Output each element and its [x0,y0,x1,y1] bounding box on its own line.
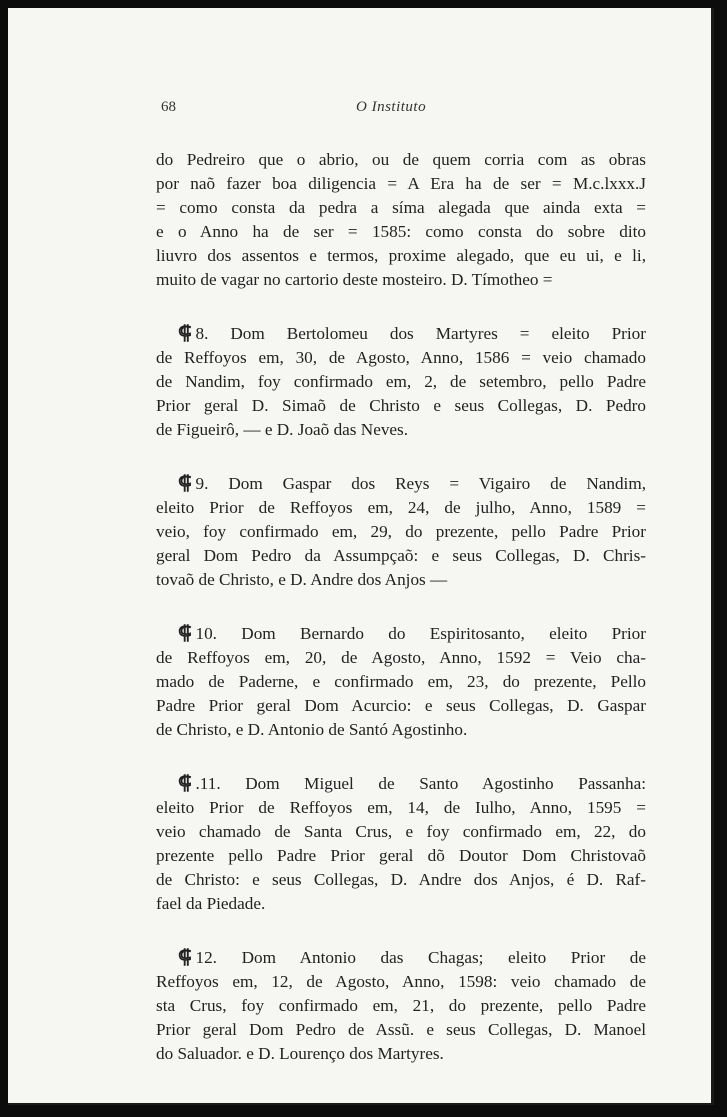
text-line: Padre Prior geral Dom Acurcio: e seus Collegas, D. Gaspar [156,696,646,715]
text-line: eleito Prior de Reffoyos em, 24, de julho, Anno, 1589 = [156,498,646,517]
page-header [156,99,638,123]
text-line: mado de Paderne, e confirmado em, 23, do prezente, Pello [156,672,646,691]
text-line: eleito Prior de Reffoyos em, 14, de Iulho, Anno, 1595 = [156,798,646,817]
text-line: = como consta da pedra a síma alegada que ainda exta = [156,198,646,217]
text-line-content: 9. Dom Gaspar dos Reys = Vigairo de Nandim, [195,474,646,493]
text-line: liuvro dos assentos e termos, proxime alegado, que eu ui, e li, [156,246,646,265]
text-line [156,622,646,646]
entry-paragraph [156,946,646,1066]
text-line [156,322,646,346]
text-line: Reffoyos em, 12, de Agosto, Anno, 1598: veio chamado de [156,972,646,991]
paragraph-mark-icon: ⸿ [178,473,192,494]
text-line: de Nandim, foy confirmado em, 2, de setembro, pello Padre [156,372,646,391]
text-line: sta Crus, foy confirmado em, 21, do prezente, pello Padre [156,996,646,1015]
entry-paragraph [156,622,646,742]
paragraph-mark-icon: ⸿ [178,947,192,968]
text-line: e o Anno ha de ser = 1585: como consta do sobre dito [156,222,646,241]
text-line [156,946,646,970]
text-line: prezente pello Padre Prior geral dõ Doutor Dom Christovaõ [156,846,646,865]
text-line: de Christo: e seus Collegas, D. Andre dos Anjos, é D. Raf- [156,870,646,889]
text-line [156,772,646,796]
text-line [156,472,646,496]
text-line: fael da Piedade. [156,894,266,913]
text-line: do Saluador. e D. Lourenço dos Martyres. [156,1044,444,1063]
text-line-content: 12. Dom Antonio das Chagas; eleito Prior de [195,948,646,967]
text-line-content: 10. Dom Bernardo do Espiritosanto, eleito Prior [195,624,646,643]
paragraph-mark-icon: ⸿ [178,623,192,644]
page-number: 68 [161,99,176,115]
text-line: veio, foy confirmado em, 29, do prezente, pello Padre Prior [156,522,646,541]
text-line: veio chamado de Santa Crus, e foy confirmado em, 22, do [156,822,646,841]
paragraph-mark-icon: ⸿ [178,773,192,794]
entry-paragraph [156,772,646,916]
text-line: de Reffoyos em, 20, de Agosto, Anno, 1592 = Veio cha- [156,648,646,667]
text-line: por naõ fazer boa diligencia = A Era ha de ser = M.c.lxxx.J [156,174,646,193]
text-line-content: .11. Dom Miguel de Santo Agostinho Passanha: [195,774,646,793]
running-title: O Instituto [356,99,427,115]
text-line: muito de vagar no cartorio deste mosteiro. D. Tímotheo = [156,270,553,289]
text-line: Prior geral Dom Pedro de Assũ. e seus Collegas, D. Manoel [156,1020,646,1039]
text-line: de Figueirô, — e D. Joaõ das Neves. [156,420,409,439]
text-line: do Pedreiro que o abrio, ou de quem corria com as obras [156,150,646,169]
text-line: tovaõ de Christo, e D. Andre dos Anjos — [156,570,448,589]
text-line: de Reffoyos em, 30, de Agosto, Anno, 1586 = veio chamado [156,348,646,367]
body-text [156,148,646,1066]
text-line-content: 8. Dom Bertolomeu dos Martyres = eleito Prior [195,324,646,343]
paragraph-mark-icon: ⸿ [178,323,192,344]
paragraph [156,148,646,292]
entry-paragraph [156,322,646,442]
entry-paragraph [156,472,646,592]
text-line: Prior geral D. Simaõ de Christo e seus Collegas, D. Pedro [156,396,646,415]
book-page [8,8,714,1105]
text-line: de Christo, e D. Antonio de Santó Agostinho. [156,720,468,739]
text-line: geral Dom Pedro da Assumpçaõ: e seus Collegas, D. Chris- [156,546,646,565]
